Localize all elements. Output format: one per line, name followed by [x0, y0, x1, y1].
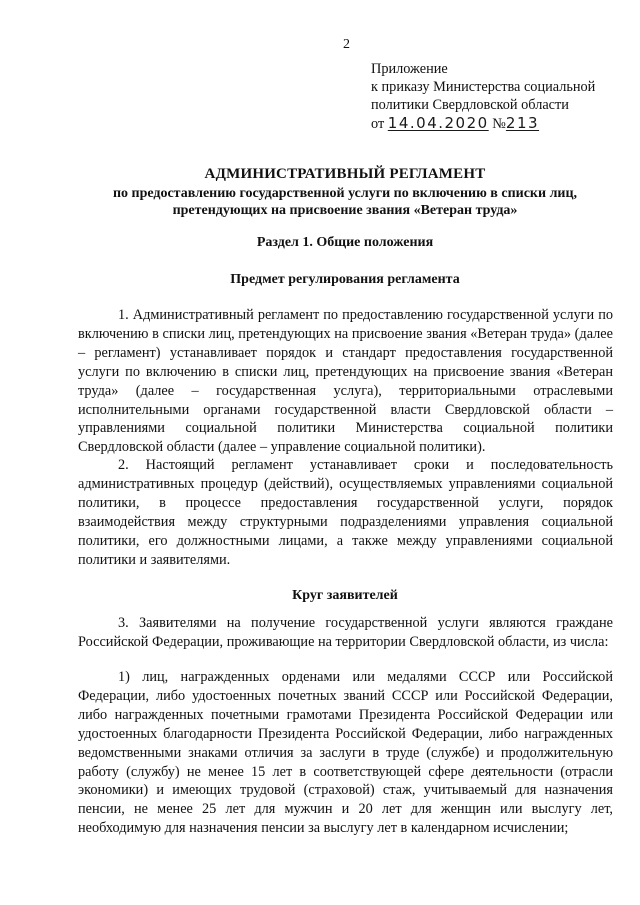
handwritten-date: 14.04.2020 — [387, 114, 489, 132]
page-number: 2 — [343, 37, 350, 52]
paragraph-1: 1. Административный регламент по предоставлению государственной услуги по включению в списки лиц, претендующих на присвоение звания «Ветеран труда» (далее – регламент) устанавливает порядок и стандарт предоставления государственной услуги по включению в списки лиц, претендующих на присвоение звания «Ветеран труда» (далее – государственная услуга), территориальными отраслевыми исполнительными органами государственной власти Свердловской области – управлениями социальной политики Министерства социальной политики Свердловской области (далее – управление социальной политики). — [78, 307, 613, 456]
subtitle-line-2: претендующих на присвоение звания «Ветеран труда» — [172, 203, 518, 218]
document-subtitle — [75, 185, 615, 219]
section-heading: Раздел 1. Общие положения — [256, 235, 434, 250]
appendix-date-line — [371, 114, 595, 133]
appendix-line-2: к приказу Министерства социальной — [371, 79, 596, 95]
date-prefix: от — [371, 116, 385, 132]
number-prefix: № — [492, 116, 506, 132]
subheading-applicants: Круг заявителей — [292, 588, 398, 603]
handwritten-number: 213 — [505, 114, 540, 132]
paragraph-2: 2. Настоящий регламент устанавливает сроки и последовательность административных процедур (действий), осуществляемых управлениями социальной политики, в процессе предоставления государственной услуги, порядок взаимодействия между структурными подразделениями управления социальной политики, его должностными лицами, а также между управлениями социальной политики и заявителями. — [78, 457, 613, 568]
subheading-regulation-subject: Предмет регулирования регламента — [230, 272, 460, 287]
appendix-block — [371, 60, 595, 133]
paragraph-3: 3. Заявителями на получение государственной услуги являются граждане Российской Федерации, проживающие на территории Свердловской области, из числа: — [78, 615, 613, 650]
appendix-line-1: Приложение — [371, 61, 448, 77]
document-title: АДМИНИСТРАТИВНЫЙ РЕГЛАМЕНТ — [204, 166, 486, 182]
appendix-line-3: политики Свердловской области — [371, 97, 569, 113]
paragraph-4: 1) лиц, награжденных орденами или медалями СССР или Российской Федерации, либо удостоенных почетных званий СССР или Российской Федерации, либо награжденных почетными грамотами Президента Российской Федерации или удостоенных благодарности Президента Российской Федерации, либо награжденных ведомственными знаками отличия за заслуги в труде (службе) и продолжительную работу (службу) не менее 15 лет в соответствующей сфере деятельности (отрасли экономики) и имеющих трудовой (страховой) стаж, учитываемый для назначения пенсии, не менее 25 лет для мужчин и 20 лет для женщин или выслугу лет, необходимую для назначения пенсии за выслугу лет в календарном исчислении; — [78, 669, 613, 837]
subtitle-line-1: по предоставлению государственной услуги по включению в списки лиц, — [112, 186, 578, 201]
